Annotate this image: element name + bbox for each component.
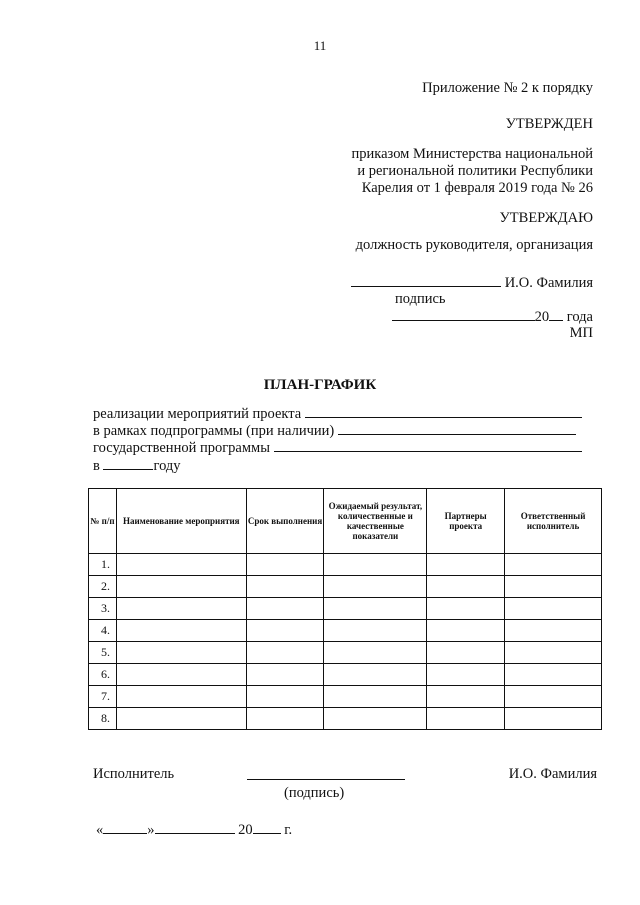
table-row: [89, 664, 602, 686]
date-line: [392, 307, 535, 321]
order-line: приказом Министерства национальной: [351, 146, 593, 162]
order-line: Карелия от 1 февраля 2019 года № 26: [361, 180, 593, 196]
order-line: и региональной политики Республики: [357, 163, 593, 179]
year-blank: [103, 456, 153, 470]
head-name: И.О. Фамилия: [504, 275, 593, 291]
cell-event-name[interactable]: [116, 708, 246, 730]
cell-expected-result[interactable]: [324, 554, 427, 576]
executor-name: И.О. Фамилия: [508, 766, 597, 782]
plan-title: ПЛАН-ГРАФИК: [263, 377, 377, 393]
date-close-quote: »: [147, 822, 155, 838]
cell-responsible[interactable]: [505, 554, 602, 576]
field-state-program: [93, 438, 582, 457]
order-reference: [352, 146, 593, 197]
cell-partners[interactable]: [427, 686, 505, 708]
cell-event-name[interactable]: [116, 642, 246, 664]
cell-deadline[interactable]: [246, 642, 324, 664]
field-label: в рамках подпрограммы (при наличии): [93, 423, 335, 439]
table-header-row: [89, 489, 602, 554]
table-row: [89, 598, 602, 620]
row-number: 7.: [89, 686, 117, 708]
date-day: 20: [534, 309, 550, 325]
cell-deadline[interactable]: [246, 686, 324, 708]
date-year-word: года: [566, 309, 593, 325]
table-row: [89, 620, 602, 642]
footer-year-blank: [253, 820, 281, 834]
field-blank: [305, 404, 582, 418]
cell-expected-result[interactable]: [324, 598, 427, 620]
position-organization: должность руководителя, организация: [355, 237, 593, 253]
row-number: 1.: [89, 554, 117, 576]
page-number: 11: [313, 38, 327, 53]
cell-event-name[interactable]: [116, 576, 246, 598]
cell-responsible[interactable]: [505, 664, 602, 686]
cell-responsible[interactable]: [505, 620, 602, 642]
head-date-row: [392, 307, 593, 326]
cell-responsible[interactable]: [505, 598, 602, 620]
cell-event-name[interactable]: [116, 664, 246, 686]
cell-expected-result[interactable]: [324, 620, 427, 642]
row-number: 4.: [89, 620, 117, 642]
cell-deadline[interactable]: [246, 576, 324, 598]
executor-signature-label: (подпись): [284, 785, 345, 801]
table-row: [89, 642, 602, 664]
header-deadline: Срок выполнения: [246, 489, 324, 554]
cell-expected-result[interactable]: [324, 642, 427, 664]
row-number: 6.: [89, 664, 117, 686]
footer-date-suffix: г.: [284, 822, 293, 838]
appendix-note: Приложение № 2 к порядку: [422, 80, 593, 96]
cell-deadline[interactable]: [246, 620, 324, 642]
header-responsible: Ответственный исполнитель: [505, 489, 602, 554]
footer-date-year: 20: [238, 822, 253, 838]
field-label: государственной программы: [93, 440, 270, 456]
cell-deadline[interactable]: [246, 708, 324, 730]
cell-event-name[interactable]: [116, 620, 246, 642]
footer-month-blank: [155, 820, 235, 834]
header-event-name: Наименование мероприятия: [116, 489, 246, 554]
cell-event-name[interactable]: [116, 554, 246, 576]
cell-expected-result[interactable]: [324, 664, 427, 686]
cell-deadline[interactable]: [246, 554, 324, 576]
table-row: [89, 576, 602, 598]
field-label: реализации мероприятий проекта: [93, 406, 302, 422]
i-approve-heading: УТВЕРЖДАЮ: [499, 210, 593, 226]
year-suffix: году: [153, 458, 181, 474]
date-open-quote: «: [96, 822, 104, 838]
executor-signature-row: [247, 766, 405, 785]
cell-partners[interactable]: [427, 664, 505, 686]
footer-day-blank: [103, 820, 147, 834]
row-number: 3.: [89, 598, 117, 620]
plan-table: [88, 488, 602, 730]
cell-event-name[interactable]: [116, 598, 246, 620]
stamp-label: МП: [569, 325, 593, 341]
cell-partners[interactable]: [427, 598, 505, 620]
header-partners: Партнеры проекта: [427, 489, 505, 554]
header-number: № п/п: [89, 489, 117, 554]
row-number: 5.: [89, 642, 117, 664]
cell-partners[interactable]: [427, 642, 505, 664]
cell-responsible[interactable]: [505, 642, 602, 664]
head-signature-label: подпись: [395, 291, 446, 307]
table-row: [89, 708, 602, 730]
footer-date-row: [96, 820, 292, 839]
row-number: 2.: [89, 576, 117, 598]
cell-partners[interactable]: [427, 554, 505, 576]
cell-expected-result[interactable]: [324, 576, 427, 598]
cell-expected-result[interactable]: [324, 708, 427, 730]
executor-signature-line: [247, 766, 405, 780]
cell-partners[interactable]: [427, 576, 505, 598]
cell-expected-result[interactable]: [324, 686, 427, 708]
cell-deadline[interactable]: [246, 664, 324, 686]
cell-deadline[interactable]: [246, 598, 324, 620]
approved-heading: УТВЕРЖДЕН: [505, 116, 593, 132]
cell-responsible[interactable]: [505, 708, 602, 730]
cell-partners[interactable]: [427, 708, 505, 730]
date-year-line: [549, 307, 563, 321]
field-blank: [274, 438, 582, 452]
row-number: 8.: [89, 708, 117, 730]
cell-responsible[interactable]: [505, 576, 602, 598]
year-prefix: в: [93, 458, 100, 474]
cell-partners[interactable]: [427, 620, 505, 642]
field-year: [93, 456, 181, 475]
cell-responsible[interactable]: [505, 686, 602, 708]
head-signature-row: [351, 273, 593, 292]
executor-label: Исполнитель: [93, 766, 175, 782]
cell-event-name[interactable]: [116, 686, 246, 708]
signature-line: [351, 273, 501, 287]
header-expected-result: Ожидаемый результат, количественные и качественные показатели: [324, 489, 427, 554]
table-row: [89, 554, 602, 576]
field-blank: [338, 421, 576, 435]
table-row: [89, 686, 602, 708]
